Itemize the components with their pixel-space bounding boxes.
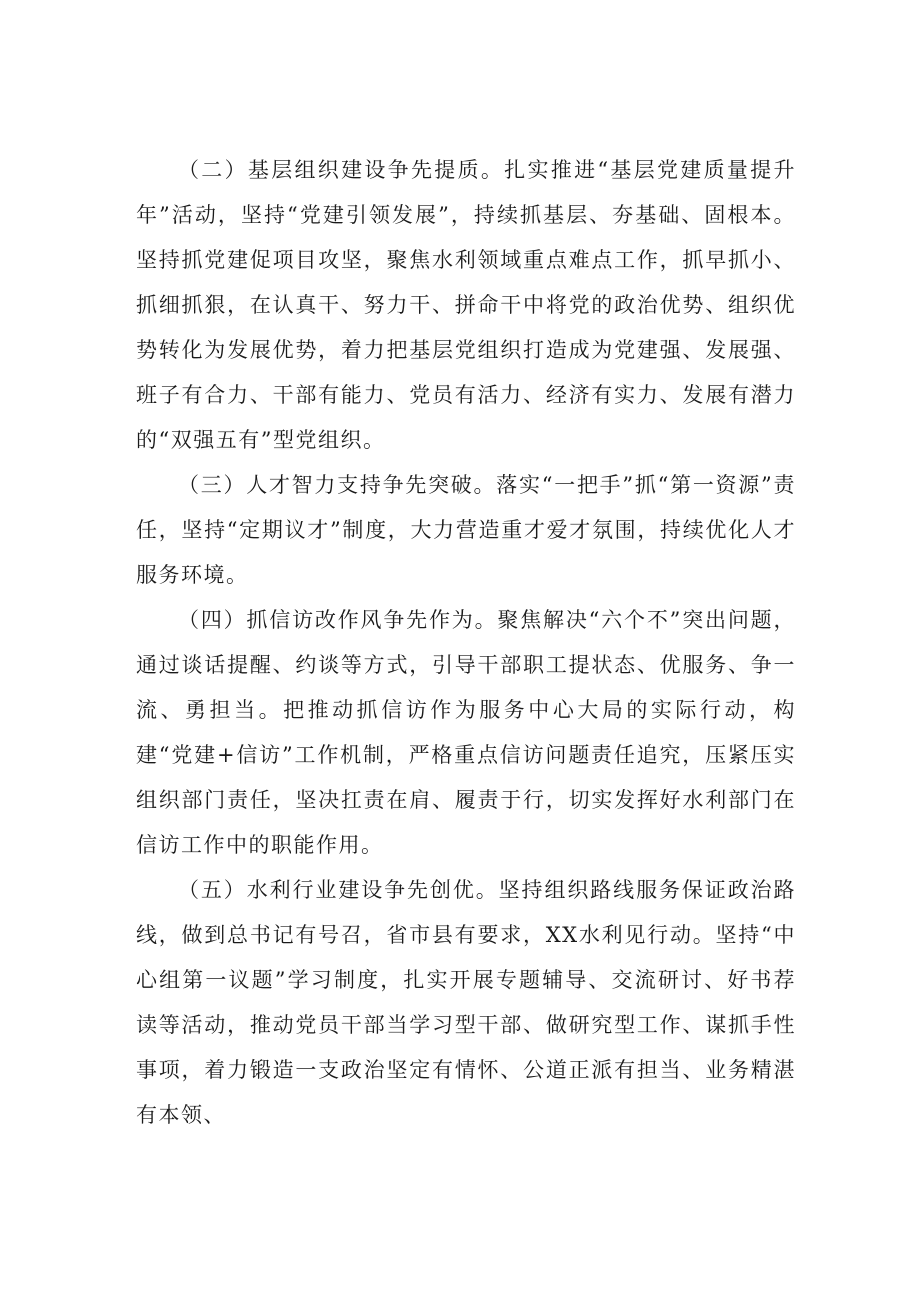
paragraph-grassroots-organization: （二）基层组织建设争先提质。扎实推进“基层党建质量提升年”活动，坚持“党建引领发展”，持续抓基层、夯基础、固根本。坚持抓党建促项目攻坚，聚焦水利领域重点难点工作，抓早抓小、抓细抓狠，在认真干、努力干、拼命干中将党的政治优势、组织优势转化为发展优势，着力把基层党组织打造成为党建强、发展强、班子有合力、干部有能力、党员有活力、经济有实力、发展有潜力的“双强五有”型党组织。 [136, 158, 796, 452]
paragraph-water-industry-building: （五）水利行业建设争先创优。坚持组织路线服务保证政治路线，做到总书记有号召，省市县有要求，XX水利见行动。坚持“中心组第一议题”学习制度，扎实开展专题辅导、交流研讨、好书荐读等活动，推动党员干部当学习型干部、做研究型工作、谋抓手性事项，着力锻造一支政治坚定有情怀、公道正派有担当、业务精湛有本领、 [136, 878, 796, 1127]
paragraph-petition-work-style: （四）抓信访改作风争先作为。聚焦解决“六个不”突出问题，通过谈话提醒、约谈等方式，引导干部职工提状态、优服务、争一流、勇担当。把推动抓信访作为服务中心大局的实际行动，构建“党建+信访”工作机制，严格重点信访问题责任追究，压紧压实组织部门责任，坚决扛责在肩、履责于行，切实发挥好水利部门在信访工作中的职能作用。 [136, 608, 796, 857]
document-body [136, 148, 796, 1138]
paragraph-talent-support: （三）人才智力支持争先突破。落实“一把手”抓“第一资源”责任，坚持“定期议才”制度，大力营造重才爱才氛围，持续优化人才服务环境。 [136, 473, 796, 587]
